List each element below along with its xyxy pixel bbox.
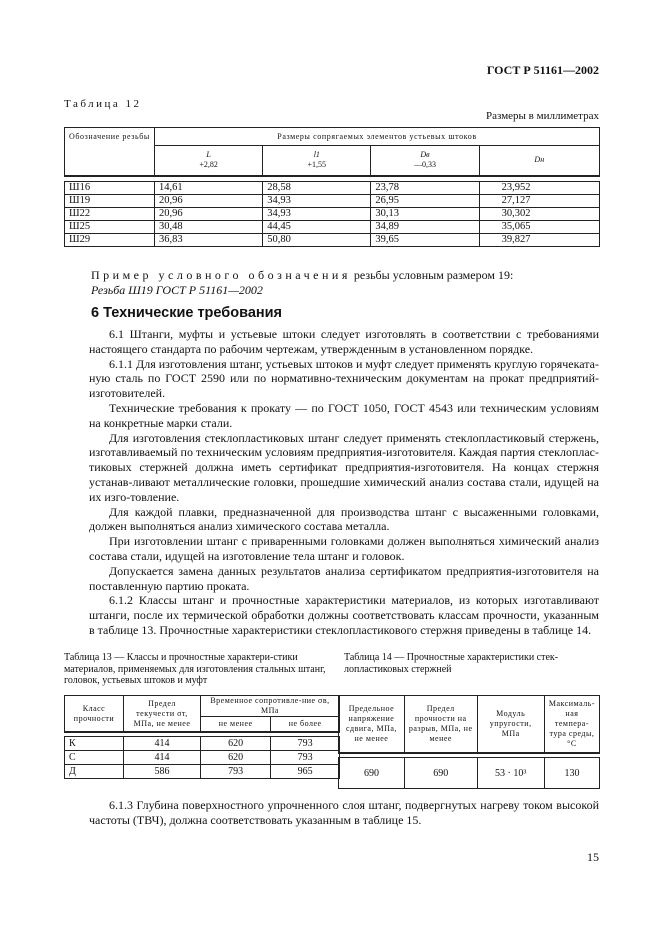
header-shear: Предельное напряжение сдвига, МПа, не менее (339, 696, 405, 754)
example-designation: Резьба Ш19 ГОСТ Р 51161—2002 (91, 283, 263, 297)
header-Dn: Dн (479, 146, 599, 176)
page-number: 15 (587, 850, 599, 864)
table-row: Ш22 20,96 34,93 30,13 30,302 (65, 207, 600, 220)
paragraph: Для изготовления стеклопластиковых штанг следует применять стеклопластиковый стержень, изготавливаемый по техническим условиям предприятия-изготовителя. Каждая партия стеклоплас-тиковых стержней должна иметь сертификат предприятия-изготовителя. На концах стержня устанав-ливают металлические головки, прошедшие химический анализ состава стали, идущей на их изго-товление. (89, 430, 599, 504)
table-row: 690 690 53 · 10³ 130 (339, 758, 600, 789)
table-row: Ш29 36,83 50,80 39,65 39,827 (65, 233, 600, 246)
document-header: ГОСТ Р 51161—2002 (486, 63, 599, 77)
paragraph-6-1-3: 6.1.3 Глубина поверхностного упрочненного слоя штанг, подвергнутых нагреву током высокой частоты (ТВЧ), должна соответствовать указанным в таблице 15. (89, 798, 599, 827)
paragraph: Допускается замена данных результатов анализа сертификатом предприятия-изготовителя на поставленную партию проката. (89, 563, 599, 593)
header-class: Класс прочности (65, 696, 124, 733)
body-text (89, 327, 599, 638)
header-Dv: Dв —0,33 (371, 146, 479, 176)
header-L: L +2,82 (155, 146, 263, 176)
header-min: не менее (201, 717, 271, 733)
header-max: не более (271, 717, 340, 733)
table12-caption: Таблица 12 (64, 98, 142, 110)
table13-caption: Таблица 13 — Классы и прочностные характери-стики материалов, применяемых для изготовления стальных штанг, головок, устьевых штоков и муфт (64, 652, 326, 686)
table-12 (64, 127, 600, 247)
paragraph: 6.1 Штанги, муфты и устьевые штоки следует изготовлять в соответствии с требованиями настоящего стандарта по рабочим чертежам, утвержденным в установленном порядке. (89, 327, 599, 356)
table-row: К 414 620 793 (65, 737, 340, 751)
table12-units: Размеры в миллиметрах (486, 110, 599, 122)
table-row: Ш16 14,61 28,58 23,78 23,952 (65, 181, 600, 194)
header-max-temp: Максималь-ная темпера-тура среды, °С (544, 696, 599, 754)
table-row: Ш25 30,48 44,45 34,89 35,065 (65, 220, 600, 233)
header-strength: Предел прочности на разрыв, МПа, не менее (404, 696, 477, 754)
header-modulus: Модуль упругости, МПа (477, 696, 544, 754)
table-row: Д 586 793 965 (65, 765, 340, 779)
table14-caption: Таблица 14 — Прочностные характеристики стек-лопластиковых стержней (344, 652, 559, 675)
table-row: Ш19 20,96 34,93 26,95 27,127 (65, 194, 600, 207)
paragraph: Технические требования к прокату — по ГОСТ 1050, ГОСТ 4543 или техническим условиям на конкретные марки стали. (89, 400, 599, 430)
example-line: Пример условного обозначения резьбы условным размером 19: (91, 268, 514, 282)
header-tensile: Временное сопротивле-ние σв, МПа (201, 696, 340, 717)
table-14 (338, 695, 600, 789)
table-13 (64, 695, 340, 779)
paragraph: 6.1.2 Классы штанг и прочностные характеристики материалов, из которых изготавливают штанги, после их термической обработки должны соответствовать классам прочности, указанным в таблице 13. Прочностные характеристики стеклопластикового стержня приведены в таблице 14. (89, 593, 599, 637)
header-yield: Предел текучести σт, МПа, не менее (124, 696, 201, 733)
paragraph: При изготовлении штанг с приваренными головками должен выполняться химический анализ состава стали, идущей на изготовление тела штанг и головок. (89, 534, 599, 563)
header-l1: l1 +1,55 (263, 146, 371, 176)
section-title: 6 Технические требования (91, 305, 283, 321)
table-row: С 414 620 793 (65, 751, 340, 765)
header-group: Размеры сопрягаемых элементов устьевых штоков (155, 128, 600, 146)
paragraph: 6.1.1 Для изготовления штанг, устьевых штоков и муфт следует применять круглую горячеката-ную сталь по ГОСТ 2590 или по нормативно-техническим документам на прокат предприятий-изготовителей. (89, 356, 599, 401)
paragraph: Для каждой плавки, предназначенной для производства штанг с высаженными головками, должен выполняться анализ химического состава металла. (89, 504, 599, 534)
header-designation: Обозначение резьбы (65, 128, 155, 176)
